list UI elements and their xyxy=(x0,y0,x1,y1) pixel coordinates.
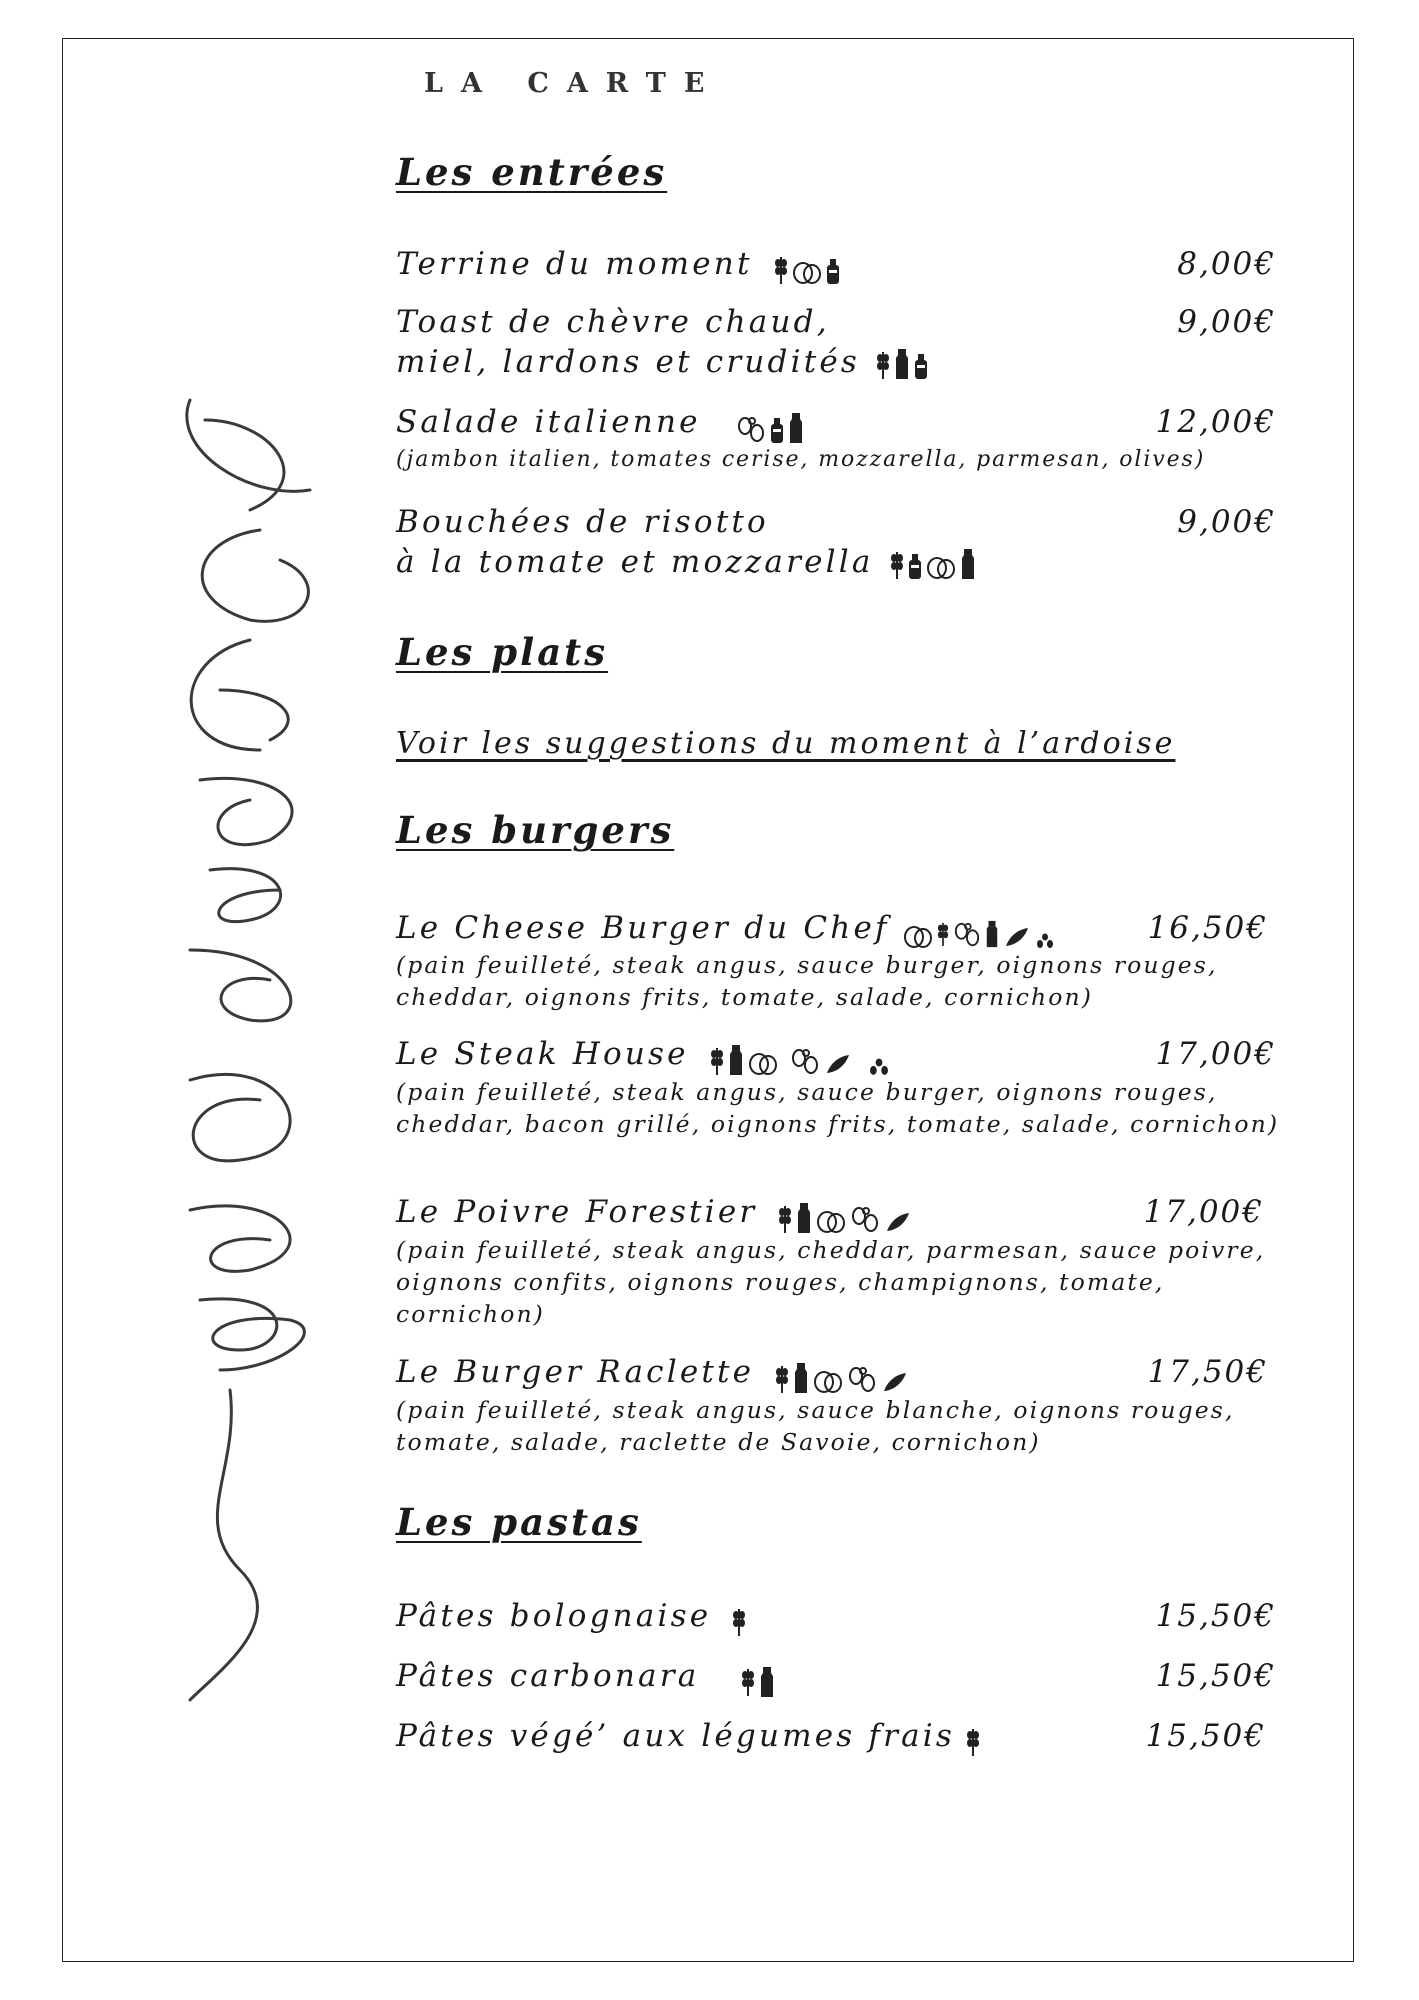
bottle-icon xyxy=(908,552,922,580)
allergen-icons xyxy=(710,1044,894,1076)
allergen-icons xyxy=(736,412,804,444)
wheat-icon xyxy=(775,1364,789,1394)
milk-icon xyxy=(796,1202,812,1234)
menu-item xyxy=(396,908,1276,1013)
item-price: 9,00€ xyxy=(1177,504,1276,540)
item-price: 12,00€ xyxy=(1155,404,1276,440)
peanut-icon xyxy=(790,1048,820,1076)
allergen-icons xyxy=(741,1665,775,1699)
wheat-icon xyxy=(741,1665,755,1699)
milk-icon xyxy=(728,1044,744,1076)
item-name: Le Steak House xyxy=(396,1036,689,1072)
item-description: (jambon italien, tomates cerise, mozzarella, parmesan, olives) xyxy=(396,446,1206,472)
item-name-line2: miel, lardons et crudités xyxy=(396,344,861,380)
menu-item xyxy=(396,244,1276,285)
egg-icon xyxy=(816,1208,846,1234)
item-price: 17,00€ xyxy=(1143,1194,1264,1230)
section-title-plats: Les plats xyxy=(396,630,609,674)
sesame-icon xyxy=(1035,933,1055,949)
wheat-icon xyxy=(890,550,904,580)
egg-icon xyxy=(813,1368,843,1394)
wheat-icon xyxy=(710,1046,724,1076)
item-price: 8,00€ xyxy=(1177,246,1276,282)
peanut-icon xyxy=(847,1366,877,1394)
menu-item xyxy=(396,402,1276,476)
bottle-icon xyxy=(914,352,928,380)
item-name: Terrine du moment xyxy=(396,246,753,282)
page-title: LA CARTE xyxy=(424,68,723,99)
allergen-icons xyxy=(732,1605,746,1639)
menu-item xyxy=(396,1034,1280,1140)
item-price: 15,50€ xyxy=(1155,1598,1276,1634)
section-title-entrees: Les entrées xyxy=(396,150,668,194)
egg-icon xyxy=(748,1050,778,1076)
menu-item xyxy=(396,1716,1276,1759)
milk-icon xyxy=(894,348,910,380)
wheat-icon xyxy=(876,350,890,380)
item-name: Le Burger Raclette xyxy=(396,1354,755,1390)
egg-icon xyxy=(903,923,933,949)
allergen-icons xyxy=(775,1362,909,1394)
milk-icon xyxy=(985,919,999,949)
peanut-icon xyxy=(736,416,766,444)
item-name-line1: Bouchées de risotto xyxy=(396,504,769,540)
milk-icon xyxy=(960,548,976,580)
milk-icon xyxy=(788,412,804,444)
item-description: (pain feuilleté, steak angus, sauce blanche, oignons rouges, tomate, salade, raclette de Savoie, cornichon) xyxy=(396,1395,1235,1456)
item-name-line1: Toast de chèvre chaud, xyxy=(396,304,830,340)
milk-icon xyxy=(759,1665,775,1699)
soy-icon xyxy=(884,1210,912,1234)
bottle-icon xyxy=(826,257,840,285)
menu-item xyxy=(396,502,1276,582)
allergen-icons xyxy=(876,348,928,380)
item-price: 9,00€ xyxy=(1177,304,1276,340)
sesame-icon xyxy=(864,1058,894,1076)
suggestions-link[interactable]: Voir les suggestions du moment à l’ardoise xyxy=(396,726,1176,761)
item-price: 17,50€ xyxy=(1147,1354,1268,1390)
item-name: Le Poivre Forestier xyxy=(396,1194,758,1230)
allergen-icons xyxy=(903,919,1055,949)
bottle-icon xyxy=(770,416,784,444)
soy-icon xyxy=(881,1370,909,1394)
item-name: Salade italienne xyxy=(396,404,701,440)
allergen-icons xyxy=(966,1725,980,1759)
menu-item xyxy=(396,1352,1276,1458)
allergen-icons xyxy=(774,255,840,285)
section-title-pastas: Les pastas xyxy=(396,1500,642,1544)
item-price: 15,50€ xyxy=(1145,1718,1266,1754)
menu-item xyxy=(396,1656,1276,1699)
milk-icon xyxy=(793,1362,809,1394)
menu-item xyxy=(396,1596,1276,1639)
egg-icon xyxy=(926,554,956,580)
item-description: (pain feuilleté, steak angus, sauce burger, oignons rouges, cheddar, oignons frits, tomate, salade, cornichon) xyxy=(396,950,1218,1011)
peanut-icon xyxy=(953,921,981,949)
item-price: 17,00€ xyxy=(1155,1036,1276,1072)
peanut-icon xyxy=(850,1206,880,1234)
item-price: 15,50€ xyxy=(1155,1658,1276,1694)
item-name: Pâtes végé’ aux légumes frais xyxy=(396,1718,956,1754)
wheat-icon xyxy=(774,255,788,285)
item-name: Pâtes bolognaise xyxy=(396,1598,712,1634)
item-name: Le Cheese Burger du Chef xyxy=(396,910,890,946)
soy-icon xyxy=(1003,925,1031,949)
soy-icon xyxy=(824,1052,852,1076)
wheat-icon xyxy=(966,1725,980,1759)
item-price: 16,50€ xyxy=(1147,910,1268,946)
menu-item xyxy=(396,302,1276,382)
allergen-icons xyxy=(890,548,976,580)
menu-item xyxy=(396,1192,1276,1330)
brand-logo xyxy=(130,390,360,1710)
egg-icon xyxy=(792,259,822,285)
item-description: (pain feuilleté, steak angus, sauce burger, oignons rouges, cheddar, bacon grillé, oignons frits, tomate, salade, cornichon) xyxy=(396,1077,1280,1138)
item-name: Pâtes carbonara xyxy=(396,1658,700,1694)
wheat-icon xyxy=(937,919,949,949)
allergen-icons xyxy=(778,1202,912,1234)
item-description: (pain feuilleté, steak angus, cheddar, parmesan, sauce poivre, oignons confits, oignons rouges, champignons, tomate, cornichon) xyxy=(396,1235,1266,1328)
section-title-burgers: Les burgers xyxy=(396,808,675,852)
wheat-icon xyxy=(732,1605,746,1639)
item-name-line2: à la tomate et mozzarella xyxy=(396,544,874,580)
wheat-icon xyxy=(778,1204,792,1234)
